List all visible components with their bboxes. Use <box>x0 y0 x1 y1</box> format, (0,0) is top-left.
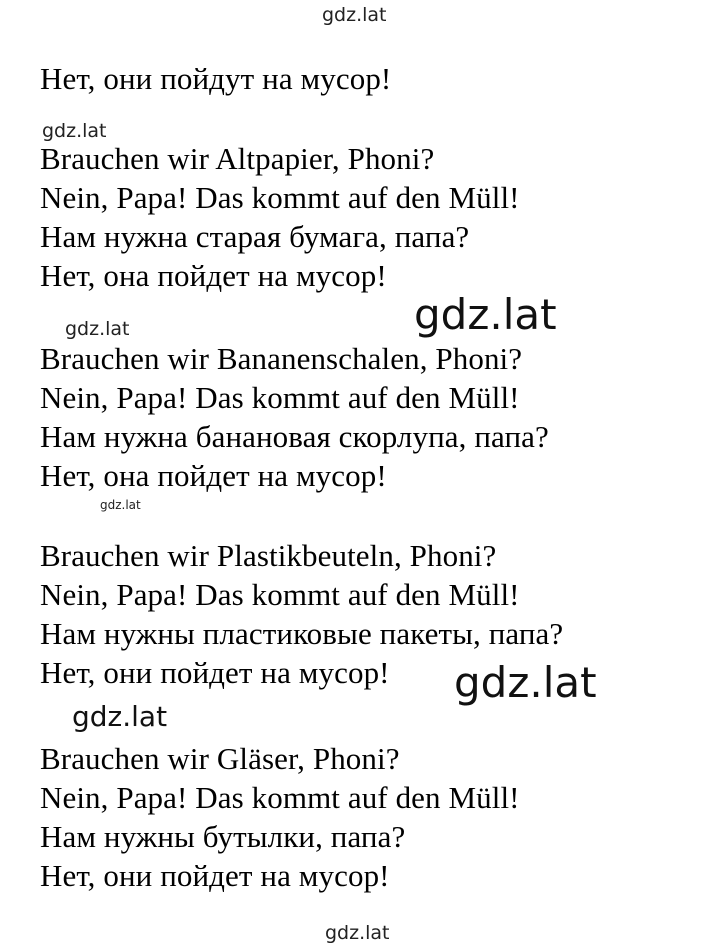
text-line: Нет, они пойдут на мусор! <box>40 61 392 96</box>
text-line: Brauchen wir Bananenschalen, Phoni? <box>40 341 523 376</box>
text-line: Нет, она пойдет на мусор! <box>40 458 387 493</box>
watermark: gdz.lat <box>42 120 107 142</box>
watermark-top: gdz.lat <box>322 4 387 26</box>
text-line: Nein, Papa! Das kommt auf den Müll! <box>40 780 520 815</box>
text-line: Нам нужна старая бумага, папа? <box>40 219 470 254</box>
text-line: Brauchen wir Altpapier, Phoni? <box>40 141 435 176</box>
watermark-large: gdz.lat <box>454 658 597 707</box>
watermark-bottom: gdz.lat <box>325 922 390 944</box>
watermark-large: gdz.lat <box>414 290 557 339</box>
watermark: gdz.lat <box>65 318 130 340</box>
text-line: Brauchen wir Plastikbeuteln, Phoni? <box>40 538 497 573</box>
text-line: Нет, она пойдет на мусор! <box>40 258 387 293</box>
watermark-small: gdz.lat <box>100 498 141 512</box>
text-line: Нет, они пойдет на мусор! <box>40 858 390 893</box>
text-line: Нам нужна банановая скорлупа, папа? <box>40 419 549 454</box>
text-line: Brauchen wir Gläser, Phoni? <box>40 741 400 776</box>
text-line: Нам нужны пластиковые пакеты, папа? <box>40 616 564 651</box>
text-line: Nein, Papa! Das kommt auf den Müll! <box>40 577 520 612</box>
watermark: gdz.lat <box>72 700 168 733</box>
text-line: Нам нужны бутылки, папа? <box>40 819 406 854</box>
text-line: Nein, Papa! Das kommt auf den Müll! <box>40 380 520 415</box>
text-line: Нет, они пойдет на мусор! <box>40 655 390 690</box>
text-line: Nein, Papa! Das kommt auf den Müll! <box>40 180 520 215</box>
